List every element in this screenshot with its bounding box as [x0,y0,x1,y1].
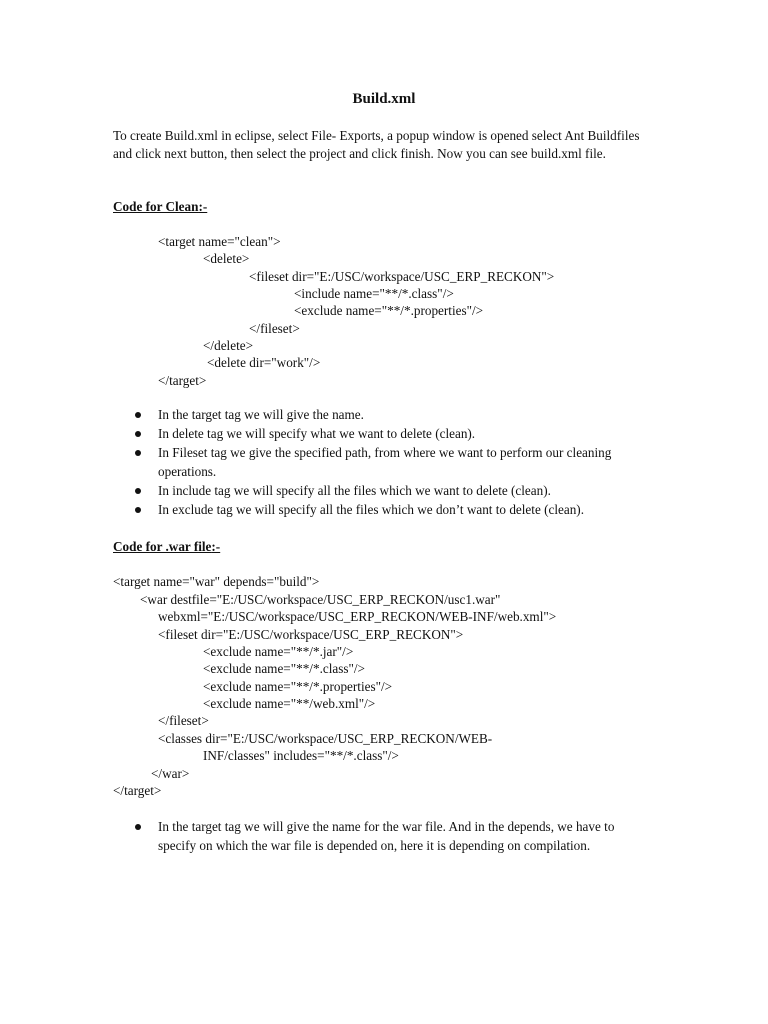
list-item [113,817,653,855]
intro-paragraph: To create Build.xml in eclipse, select File- Exports, a popup window is opened select Ant Buildfiles and click next button, then select the project and click finish. Now you can see build.xml file. [113,128,640,161]
list-item-text: In the target tag we will give the name for the war file. And in the depends, we have to specify on which the war file is depended on, here it is depending on compilation. [158,819,615,853]
list-item-text: In delete tag we will specify what we want to delete (clean). [158,426,476,441]
code-line: <exclude name="**/*.properties"/> [294,303,484,318]
code-line: INF/classes" includes="**/*.class"/> [203,748,399,763]
code-line: </war> [151,766,190,781]
code-line: </fileset> [249,321,300,336]
code-line: <classes dir="E:/USC/workspace/USC_ERP_RECKON/WEB- [158,731,493,746]
code-line: </delete> [203,338,254,353]
code-line: </fileset> [158,713,209,728]
code-line: </target> [158,373,207,388]
bullet-icon [135,412,141,418]
code-line: </target> [113,783,162,798]
code-line: <exclude name="**/web.xml"/> [203,696,376,711]
bullet-icon [135,450,141,456]
bullet-icon [135,431,141,437]
code-line: <exclude name="**/*.jar"/> [203,644,354,659]
bullet-icon [135,488,141,494]
list-item-text: In Fileset tag we give the specified path, from where we want to perform our cleaning operations. [158,445,612,479]
list-item [113,500,653,519]
list-item-text: In include tag we will specify all the files which we want to delete (clean). [158,483,551,498]
clean-bullet-list [113,405,653,519]
clean-heading-suffix: :- [198,199,208,214]
war-heading-text: Code for .war file [113,539,212,554]
list-item [113,405,653,424]
list-item-text: In exclude tag we will specify all the files which we don’t want to delete (clean). [158,502,584,517]
document-title: Build.xml [352,91,416,107]
code-line: <war destfile="E:/USC/workspace/USC_ERP_RECKON/usc1.war" [140,592,501,607]
code-line: <include name="**/*.class"/> [294,286,454,301]
war-bullet-list [113,817,653,855]
list-item-text: In the target tag we will give the name. [158,407,364,422]
code-line: <fileset dir="E:/USC/workspace/USC_ERP_RECKON"> [249,269,555,284]
list-item [113,443,653,481]
code-line: <delete dir="work"/> [207,355,321,370]
war-heading [113,539,220,555]
code-line: <delete> [203,251,250,266]
code-line: <exclude name="**/*.properties"/> [203,679,393,694]
bullet-icon [135,824,141,830]
code-line: <target name="clean"> [158,234,281,249]
list-item [113,424,653,443]
clean-heading [113,199,207,215]
code-line: webxml="E:/USC/workspace/USC_ERP_RECKON/WEB-INF/web.xml"> [158,609,557,624]
code-line: <exclude name="**/*.class"/> [203,661,365,676]
code-line: <target name="war" depends="build"> [113,574,320,589]
clean-heading-text: Code for Clean [113,199,199,214]
code-line: <fileset dir="E:/USC/workspace/USC_ERP_RECKON"> [158,627,464,642]
war-heading-suffix: :- [211,539,221,554]
list-item [113,481,653,500]
bullet-icon [135,507,141,513]
